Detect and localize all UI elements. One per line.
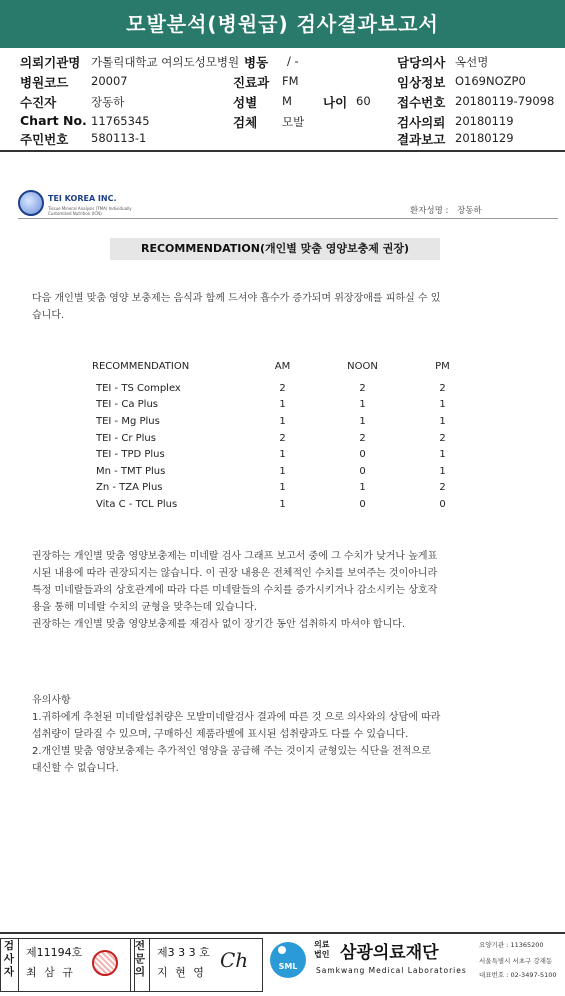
patient-name-line — [410, 204, 482, 216]
dose-noon: 2 — [359, 382, 366, 394]
info-value-patient: 장동하 — [91, 95, 125, 109]
dose-pm: 2 — [439, 432, 446, 444]
dose-noon: 1 — [359, 399, 366, 411]
intro-line: 습니다. — [32, 310, 65, 321]
dose-noon: 1 — [359, 415, 366, 427]
info-label-chart-no: Chart No. — [20, 113, 87, 128]
info-label-hospital-code: 병원코드 — [20, 75, 69, 90]
dose-noon: 1 — [359, 482, 366, 494]
info-label-report-date: 결과보고 — [397, 132, 446, 147]
specialist-signature: Ch — [220, 948, 249, 972]
info-value-ward: / - — [287, 54, 299, 68]
caution-line: 2.개인별 맞춤 영양보충제는 추가적인 영양을 공급해 주는 것이지 균형있는 식단을 전적으로 — [32, 746, 431, 757]
org-name-english: Samkwang Medical Laboratories — [316, 966, 467, 975]
dose-am: 2 — [279, 382, 286, 394]
org-info-line: 요양기관 : 11365200 — [479, 941, 544, 949]
info-value-resident-no: 580113-1 — [91, 131, 147, 145]
info-label-doctor: 담당의사 — [397, 55, 446, 70]
report-header-divider — [18, 218, 558, 219]
info-value-sex: M — [282, 94, 292, 108]
info-label-sex: 성별 — [233, 95, 258, 110]
specialist-label: 전문의 — [134, 940, 146, 978]
info-value-clinical-info: O169NOZP0 — [455, 74, 526, 88]
table-row — [90, 463, 480, 480]
info-value-institution: 가톨릭대학교 여의도성모병원 — [91, 55, 240, 69]
dose-am: 2 — [279, 432, 286, 444]
header-divider — [0, 150, 565, 152]
dose-noon: 0 — [359, 498, 366, 510]
table-header-row — [90, 360, 480, 380]
dose-pm: 1 — [439, 449, 446, 461]
intro-paragraph — [32, 290, 552, 324]
supplement-name: TEI - Cr Plus — [96, 432, 156, 444]
note-line: 용을 통해 미네랄 수치의 균형을 맞추는데 있습니다. — [32, 602, 258, 613]
dose-noon: 0 — [359, 465, 366, 477]
table-row — [90, 496, 480, 513]
dose-pm: 2 — [439, 482, 446, 494]
dose-am: 1 — [279, 449, 286, 461]
caution-paragraph — [32, 692, 552, 777]
caution-line: 섭취량이 달라질 수 있으며, 구매하신 제품라벨에 표시된 섭취량과도 다를 수 있습니다. — [32, 729, 409, 740]
recommendation-report — [0, 160, 565, 930]
info-label-clinical-info: 임상정보 — [397, 75, 446, 90]
info-value-department: FM — [282, 74, 299, 88]
dose-am: 1 — [279, 399, 286, 411]
info-label-department: 진료과 — [233, 75, 270, 90]
table-row — [90, 397, 480, 414]
column-header-recommendation: RECOMMENDATION — [92, 360, 190, 372]
caution-line: 1.귀하에게 추천된 미네랄섭취량은 모발미네랄검사 결과에 따른 것 으로 의사와의 상담에 따라 — [32, 712, 441, 723]
info-label-patient: 수진자 — [20, 95, 57, 110]
table-row — [90, 413, 480, 430]
tei-logo-text: TEI KOREA INC. — [48, 194, 117, 203]
info-label-request-date: 검사의뢰 — [397, 115, 446, 130]
table-row — [90, 380, 480, 397]
dose-pm: 0 — [439, 498, 446, 510]
inspector-name: 최 삼 규 — [26, 966, 75, 979]
info-label-institution: 의뢰기관명 — [20, 55, 81, 70]
org-type-tag: 의료 법인 — [314, 940, 330, 959]
dose-noon: 0 — [359, 449, 366, 461]
supplement-name: Mn - TMT Plus — [96, 465, 166, 477]
supplement-name: TEI - Ca Plus — [96, 399, 158, 411]
info-label-ward: 병동 — [244, 55, 269, 70]
info-value-request-date: 20180119 — [455, 114, 514, 128]
info-value-chart-no: 11765345 — [91, 114, 150, 128]
info-label-resident-no: 주민번호 — [20, 132, 69, 147]
dose-noon: 2 — [359, 432, 366, 444]
inspector-license-no: 제11194호 — [26, 946, 83, 959]
supplement-name: Vita C - TCL Plus — [96, 498, 178, 510]
note-line: 시된 내용에 따라 권장되지는 않습니다. 이 권장 내용은 전체적인 수치를 보여주는 것이아니라 — [32, 568, 438, 579]
supplement-name: Zn - TZA Plus — [96, 482, 163, 494]
tei-logo-subtitle: Tissue Mineral Analysis (TMA) Individually Customized Nutrition (ICN) — [48, 206, 132, 216]
patient-name: 장동하 — [457, 206, 482, 216]
column-header-noon: NOON — [347, 360, 378, 372]
caution-heading: 유의사항 — [32, 695, 71, 706]
supplement-name: TEI - TS Complex — [96, 382, 181, 394]
dose-am: 1 — [279, 498, 286, 510]
patient-info-section — [0, 48, 565, 148]
recommendation-heading: RECOMMENDATION(개인별 맞춤 영양보충제 권장) — [110, 238, 440, 260]
info-value-doctor: 옥선명 — [455, 55, 489, 69]
org-name: 삼광의료재단 — [340, 943, 439, 963]
intro-line: 다음 개인별 맞춤 영양 보충제는 음식과 함께 드셔야 흡수가 증가되며 위장장애를 피하실 수 있 — [32, 293, 441, 304]
report-title: 모발분석(병원급) 검사결과보고서 — [0, 0, 565, 48]
column-header-pm: PM — [435, 360, 450, 372]
info-value-report-date: 20180129 — [455, 131, 514, 145]
org-info-line: 대표번호 : 02-3497-5100 — [479, 971, 557, 979]
inspector-divider — [18, 938, 19, 992]
dose-pm: 1 — [439, 399, 446, 411]
specialist-divider — [149, 938, 150, 992]
globe-icon — [18, 190, 44, 216]
dose-am: 1 — [279, 482, 286, 494]
org-info-line: 서울특별시 서초구 강재동 — [479, 957, 553, 965]
footer — [0, 934, 565, 996]
sml-logo-text: SML — [278, 962, 298, 971]
patient-name-label: 환자성명 : — [410, 206, 449, 216]
info-value-specimen: 모발 — [282, 115, 305, 129]
supplement-name: TEI - Mg Plus — [96, 415, 160, 427]
info-value-hospital-code: 20007 — [91, 74, 128, 88]
supplement-name: TEI - TPD Plus — [96, 449, 165, 461]
specialist-license-no: 제3 3 3 호 — [157, 946, 210, 959]
dose-am: 1 — [279, 465, 286, 477]
table-row — [90, 480, 480, 497]
caution-line: 대신할 수 없습니다. — [32, 763, 119, 774]
dose-pm: 1 — [439, 415, 446, 427]
info-label-receipt-no: 접수번호 — [397, 95, 446, 110]
info-value-age: 60 — [356, 94, 371, 108]
dose-am: 1 — [279, 415, 286, 427]
dose-pm: 1 — [439, 465, 446, 477]
inspector-label: 검사자 — [3, 940, 15, 978]
table-row — [90, 430, 480, 447]
column-header-am: AM — [274, 360, 291, 372]
recommendation-table — [90, 360, 480, 513]
note-line: 권장하는 개인별 맞춤 영양보충제는 미네랄 검사 그래프 보고서 중에 그 수치가 낮거나 높게표 — [32, 551, 438, 562]
dose-pm: 2 — [439, 382, 446, 394]
info-label-specimen: 검체 — [233, 115, 258, 130]
inspector-seal — [92, 950, 118, 976]
note-line: 특정 미네랄들과의 상호관계에 따라 다른 미네랄들의 수치를 증가시키거나 감소시키는 상호작 — [32, 585, 438, 596]
note-line: 권장하는 개인별 맞춤 영양보충제를 재검사 없이 장기간 동안 섭취하지 마셔야 합니다. — [32, 619, 406, 630]
table-row — [90, 446, 480, 463]
info-label-age: 나이 — [323, 95, 348, 110]
notes-paragraph — [32, 548, 552, 633]
info-value-receipt-no: 20180119-79098 — [455, 94, 555, 108]
sml-logo-icon — [268, 940, 308, 980]
specialist-name: 지 현 영 — [157, 966, 206, 979]
